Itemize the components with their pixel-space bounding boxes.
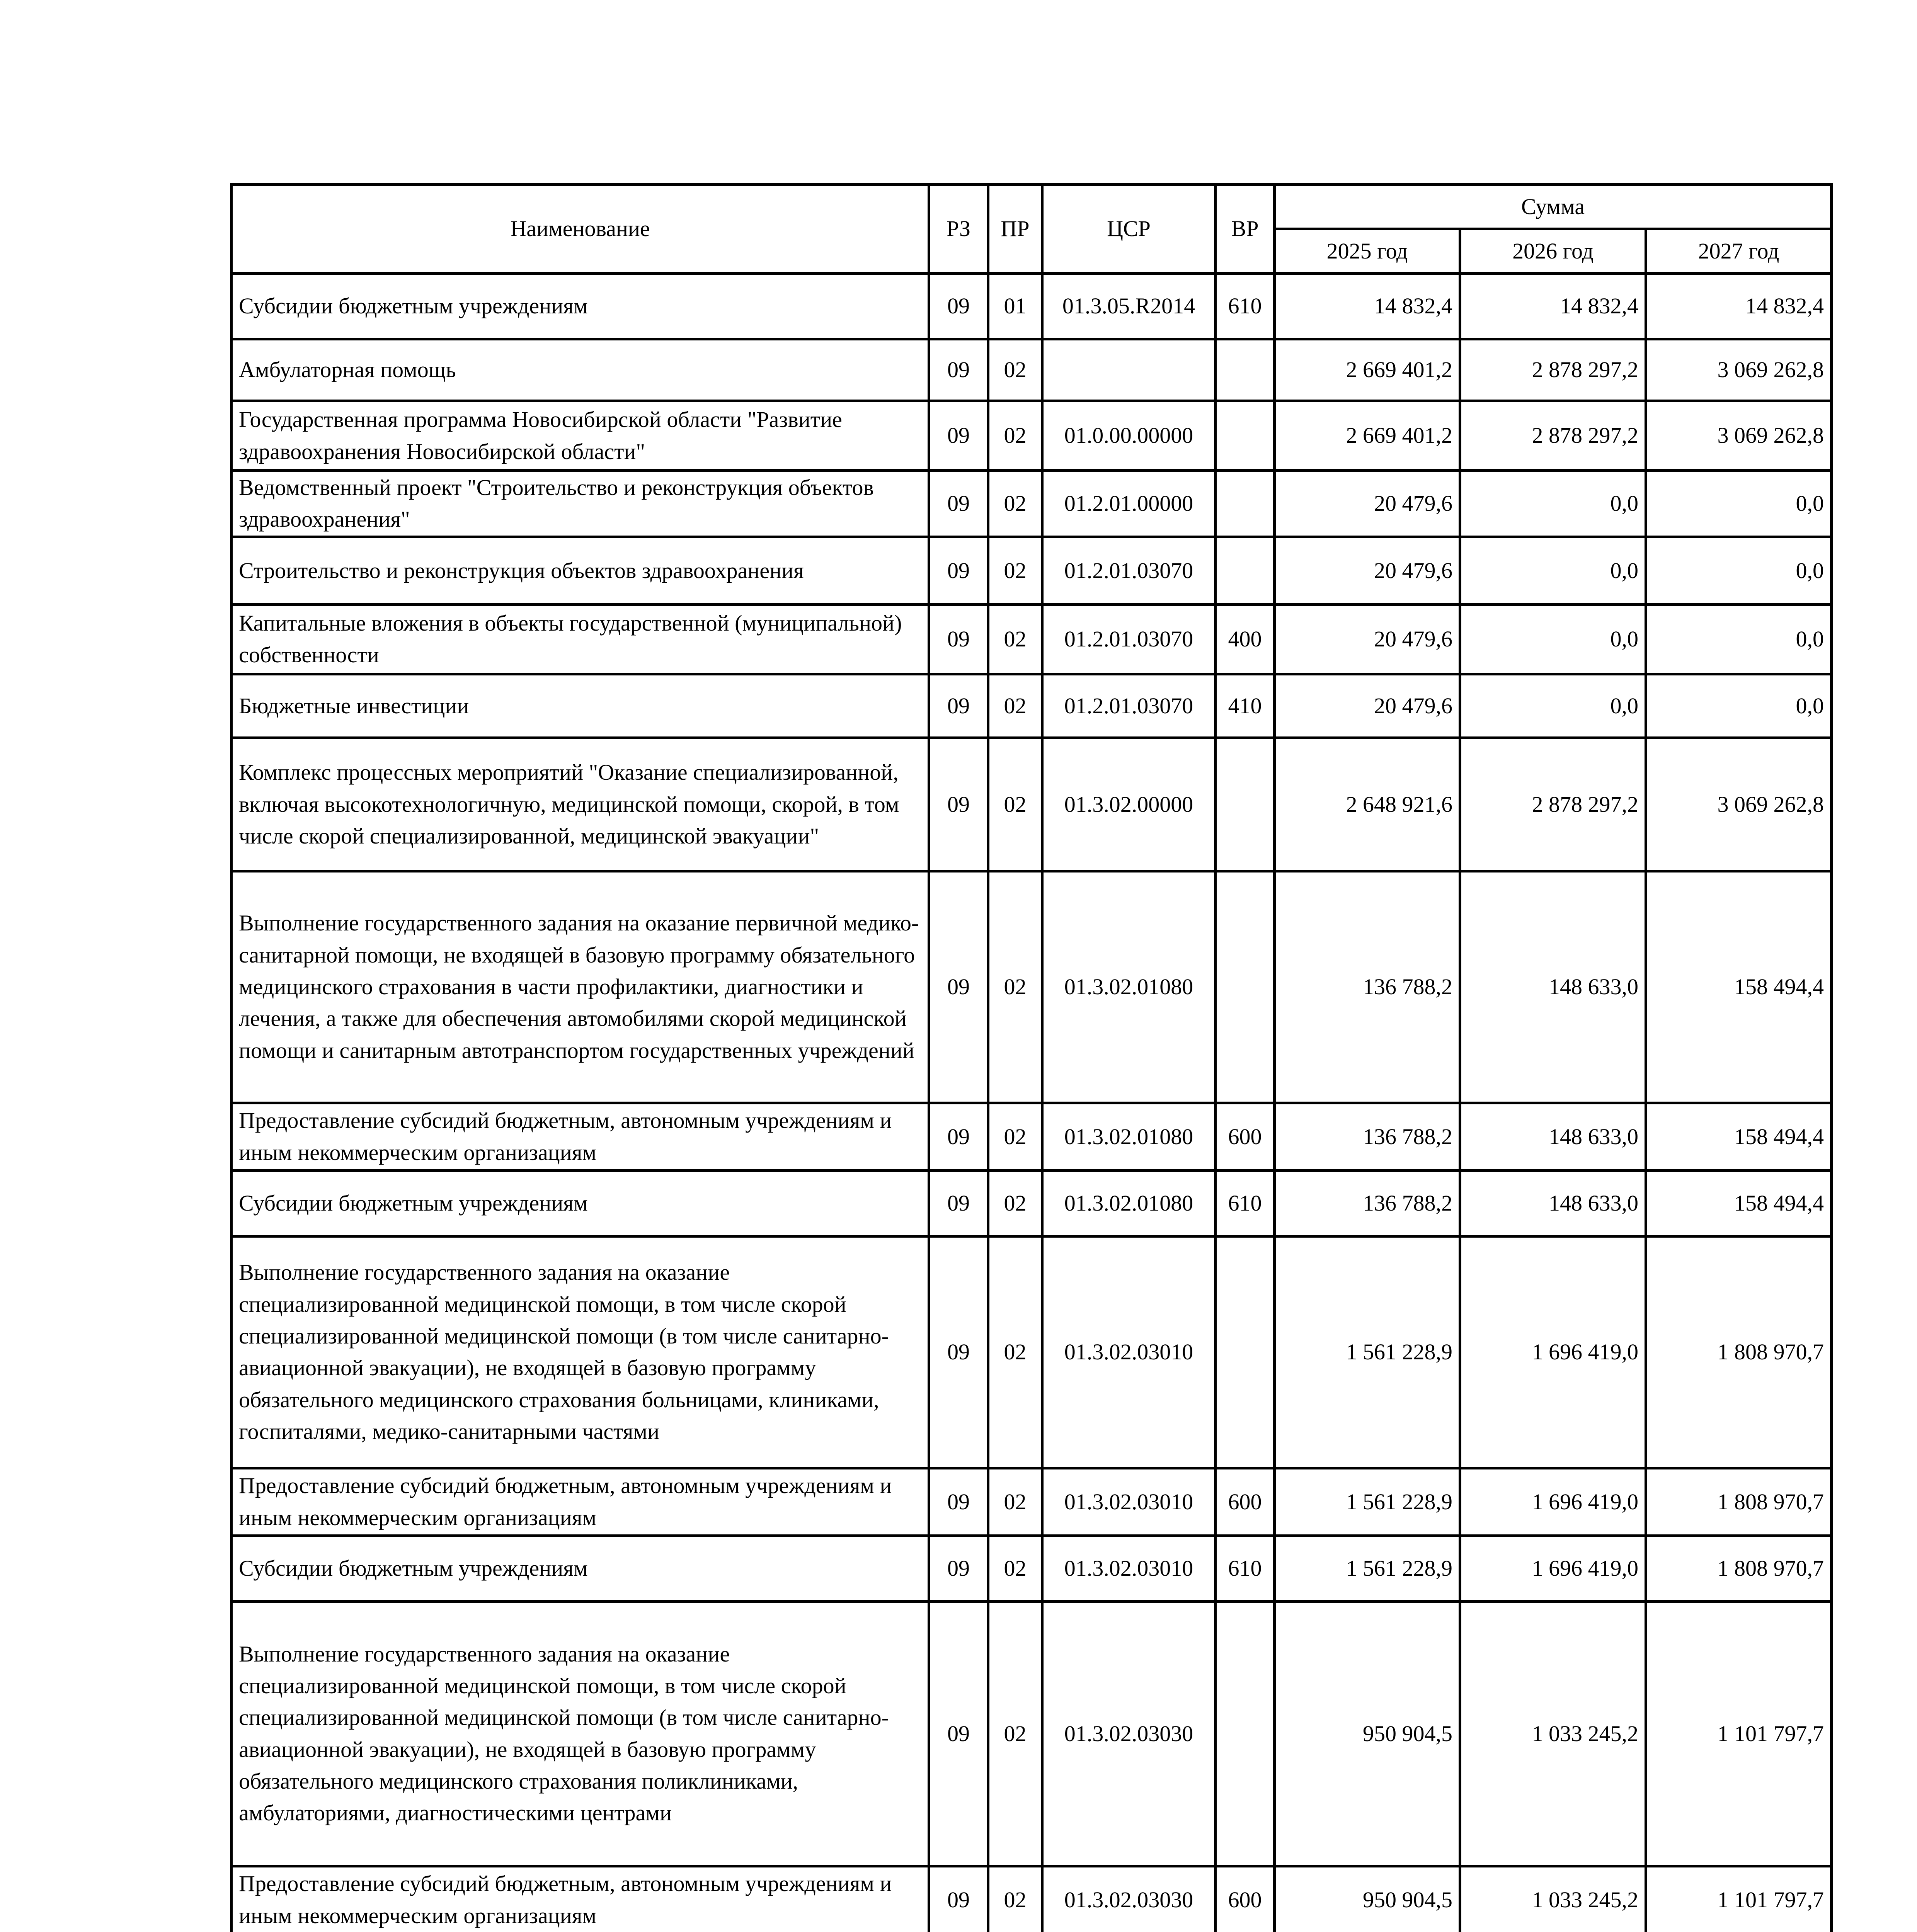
row-name: Строительство и реконструкция объектов здравоохранения xyxy=(232,537,929,604)
row-sum-2027: 158 494,4 xyxy=(1646,1170,1832,1236)
header-row-top xyxy=(232,185,1832,229)
row-csr: 01.3.02.03010 xyxy=(1042,1236,1216,1468)
row-rz: 09 xyxy=(929,1170,988,1236)
row-sum-2026: 2 878 297,2 xyxy=(1460,339,1646,401)
row-sum-2026: 0,0 xyxy=(1460,537,1646,604)
row-sum-2026: 1 696 419,0 xyxy=(1460,1468,1646,1536)
row-csr: 01.2.01.03070 xyxy=(1042,604,1216,674)
table-row xyxy=(232,401,1832,471)
table-body xyxy=(232,274,1832,1932)
row-rz: 09 xyxy=(929,1866,988,1932)
row-sum-2027: 3 069 262,8 xyxy=(1646,339,1832,401)
row-rz: 09 xyxy=(929,738,988,871)
row-sum-2026: 148 633,0 xyxy=(1460,1170,1646,1236)
row-sum-2027: 1 101 797,7 xyxy=(1646,1866,1832,1932)
row-vr xyxy=(1216,401,1275,471)
row-rz: 09 xyxy=(929,674,988,738)
row-vr xyxy=(1216,537,1275,604)
row-pr: 02 xyxy=(988,1601,1042,1866)
header-name: Наименование xyxy=(232,185,929,274)
row-name: Комплекс процессных мероприятий "Оказание специализированной, включая высокотехнологичную, медицинской помощи, скорой, в том числе скорой специализированной, медицинской эвакуации" xyxy=(232,738,929,871)
row-pr: 02 xyxy=(988,1468,1042,1536)
row-sum-2025: 1 561 228,9 xyxy=(1275,1468,1460,1536)
row-vr xyxy=(1216,871,1275,1103)
row-csr: 01.3.02.00000 xyxy=(1042,738,1216,871)
row-sum-2025: 1 561 228,9 xyxy=(1275,1536,1460,1601)
row-vr xyxy=(1216,1236,1275,1468)
table-row xyxy=(232,1236,1832,1468)
row-pr: 02 xyxy=(988,604,1042,674)
row-sum-2027: 158 494,4 xyxy=(1646,1103,1832,1170)
table-row xyxy=(232,339,1832,401)
row-sum-2026: 0,0 xyxy=(1460,604,1646,674)
row-name: Амбулаторная помощь xyxy=(232,339,929,401)
row-rz: 09 xyxy=(929,471,988,537)
row-vr xyxy=(1216,738,1275,871)
table-row xyxy=(232,1601,1832,1866)
row-sum-2027: 14 832,4 xyxy=(1646,274,1832,339)
row-rz: 09 xyxy=(929,604,988,674)
row-rz: 09 xyxy=(929,401,988,471)
row-pr: 02 xyxy=(988,1536,1042,1601)
row-vr xyxy=(1216,339,1275,401)
row-csr: 01.3.02.01080 xyxy=(1042,1170,1216,1236)
row-rz: 09 xyxy=(929,1601,988,1866)
table-row xyxy=(232,471,1832,537)
header-year-2025: 2025 год xyxy=(1275,229,1460,274)
row-rz: 09 xyxy=(929,339,988,401)
row-pr: 02 xyxy=(988,871,1042,1103)
row-name: Государственная программа Новосибирской области "Развитие здравоохранения Новосибирской области" xyxy=(232,401,929,471)
row-sum-2025: 136 788,2 xyxy=(1275,1170,1460,1236)
row-sum-2027: 0,0 xyxy=(1646,604,1832,674)
header-sum: Сумма xyxy=(1275,185,1832,229)
row-sum-2027: 1 808 970,7 xyxy=(1646,1468,1832,1536)
row-name: Бюджетные инвестиции xyxy=(232,674,929,738)
row-name: Предоставление субсидий бюджетным, автономным учреждениям и иным некоммерческим организациям xyxy=(232,1866,929,1932)
row-rz: 09 xyxy=(929,537,988,604)
table-row xyxy=(232,738,1832,871)
table-row xyxy=(232,537,1832,604)
row-sum-2025: 20 479,6 xyxy=(1275,471,1460,537)
row-sum-2026: 1 696 419,0 xyxy=(1460,1536,1646,1601)
row-sum-2025: 950 904,5 xyxy=(1275,1601,1460,1866)
table-row xyxy=(232,1103,1832,1170)
row-name: Выполнение государственного задания на оказание специализированной медицинской помощи, в том числе скорой специализированной медицинской помощи (в том числе санитарно-авиационной эвакуации), не входящей в базовую программу обязательного медицинского страхования больницами, клиниками, госпиталями, медико-санитарными частями xyxy=(232,1236,929,1468)
row-vr: 610 xyxy=(1216,1536,1275,1601)
row-rz: 09 xyxy=(929,1536,988,1601)
budget-table xyxy=(230,183,1833,1932)
row-csr: 01.2.01.03070 xyxy=(1042,674,1216,738)
table-row xyxy=(232,274,1832,339)
row-pr: 02 xyxy=(988,738,1042,871)
header-rz: РЗ xyxy=(929,185,988,274)
table-row xyxy=(232,674,1832,738)
row-sum-2027: 0,0 xyxy=(1646,471,1832,537)
row-sum-2025: 950 904,5 xyxy=(1275,1866,1460,1932)
header-pr: ПР xyxy=(988,185,1042,274)
row-sum-2027: 1 808 970,7 xyxy=(1646,1236,1832,1468)
row-vr xyxy=(1216,471,1275,537)
table-row xyxy=(232,1536,1832,1601)
row-csr: 01.3.02.03030 xyxy=(1042,1866,1216,1932)
row-csr: 01.0.00.00000 xyxy=(1042,401,1216,471)
row-vr: 400 xyxy=(1216,604,1275,674)
row-sum-2026: 0,0 xyxy=(1460,471,1646,537)
row-vr xyxy=(1216,1601,1275,1866)
row-sum-2025: 20 479,6 xyxy=(1275,674,1460,738)
row-rz: 09 xyxy=(929,1468,988,1536)
row-sum-2026: 1 033 245,2 xyxy=(1460,1866,1646,1932)
row-sum-2027: 1 808 970,7 xyxy=(1646,1536,1832,1601)
header-csr: ЦСР xyxy=(1042,185,1216,274)
row-name: Субсидии бюджетным учреждениям xyxy=(232,1536,929,1601)
row-pr: 02 xyxy=(988,1170,1042,1236)
row-csr: 01.2.01.03070 xyxy=(1042,537,1216,604)
row-rz: 09 xyxy=(929,871,988,1103)
row-name: Капитальные вложения в объекты государственной (муниципальной) собственности xyxy=(232,604,929,674)
row-csr xyxy=(1042,339,1216,401)
row-sum-2025: 1 561 228,9 xyxy=(1275,1236,1460,1468)
row-sum-2026: 1 696 419,0 xyxy=(1460,1236,1646,1468)
row-vr: 600 xyxy=(1216,1866,1275,1932)
row-sum-2027: 3 069 262,8 xyxy=(1646,401,1832,471)
row-sum-2025: 136 788,2 xyxy=(1275,871,1460,1103)
row-pr: 02 xyxy=(988,674,1042,738)
row-sum-2026: 148 633,0 xyxy=(1460,1103,1646,1170)
row-sum-2027: 3 069 262,8 xyxy=(1646,738,1832,871)
row-csr: 01.3.02.03010 xyxy=(1042,1468,1216,1536)
row-pr: 02 xyxy=(988,471,1042,537)
row-vr: 600 xyxy=(1216,1468,1275,1536)
row-name: Предоставление субсидий бюджетным, автономным учреждениям и иным некоммерческим организациям xyxy=(232,1103,929,1170)
row-sum-2026: 148 633,0 xyxy=(1460,871,1646,1103)
row-rz: 09 xyxy=(929,1103,988,1170)
row-sum-2026: 1 033 245,2 xyxy=(1460,1601,1646,1866)
row-sum-2026: 2 878 297,2 xyxy=(1460,738,1646,871)
row-csr: 01.3.02.03010 xyxy=(1042,1536,1216,1601)
row-name: Субсидии бюджетным учреждениям xyxy=(232,1170,929,1236)
row-sum-2025: 2 669 401,2 xyxy=(1275,339,1460,401)
row-name: Предоставление субсидий бюджетным, автономным учреждениям и иным некоммерческим организациям xyxy=(232,1468,929,1536)
row-vr: 410 xyxy=(1216,674,1275,738)
row-pr: 02 xyxy=(988,537,1042,604)
row-name: Выполнение государственного задания на оказание первичной медико-санитарной помощи, не входящей в базовую программу обязательного медицинского страхования в части профилактики, диагностики и лечения, а также для обеспечения автомобилями скорой медицинской помощи и санитарным автотранспортом государственных учреждений xyxy=(232,871,929,1103)
row-pr: 02 xyxy=(988,1236,1042,1468)
table-row xyxy=(232,1468,1832,1536)
row-sum-2025: 20 479,6 xyxy=(1275,537,1460,604)
row-csr: 01.2.01.00000 xyxy=(1042,471,1216,537)
header-vr: ВР xyxy=(1216,185,1275,274)
header-year-2027: 2027 год xyxy=(1646,229,1832,274)
table-row xyxy=(232,604,1832,674)
row-sum-2027: 1 101 797,7 xyxy=(1646,1601,1832,1866)
row-pr: 02 xyxy=(988,401,1042,471)
table-row xyxy=(232,871,1832,1103)
row-pr: 02 xyxy=(988,1103,1042,1170)
row-sum-2025: 20 479,6 xyxy=(1275,604,1460,674)
row-sum-2025: 2 669 401,2 xyxy=(1275,401,1460,471)
row-sum-2025: 136 788,2 xyxy=(1275,1103,1460,1170)
row-vr: 610 xyxy=(1216,1170,1275,1236)
row-pr: 02 xyxy=(988,339,1042,401)
row-rz: 09 xyxy=(929,274,988,339)
table-row xyxy=(232,1866,1832,1932)
row-csr: 01.3.02.03030 xyxy=(1042,1601,1216,1866)
row-sum-2025: 14 832,4 xyxy=(1275,274,1460,339)
table-row xyxy=(232,1170,1832,1236)
row-csr: 01.3.02.01080 xyxy=(1042,1103,1216,1170)
row-vr: 600 xyxy=(1216,1103,1275,1170)
row-rz: 09 xyxy=(929,1236,988,1468)
row-csr: 01.3.05.R2014 xyxy=(1042,274,1216,339)
row-sum-2026: 2 878 297,2 xyxy=(1460,401,1646,471)
row-vr: 610 xyxy=(1216,274,1275,339)
row-sum-2027: 0,0 xyxy=(1646,674,1832,738)
row-pr: 01 xyxy=(988,274,1042,339)
row-sum-2027: 0,0 xyxy=(1646,537,1832,604)
row-sum-2025: 2 648 921,6 xyxy=(1275,738,1460,871)
row-pr: 02 xyxy=(988,1866,1042,1932)
row-name: Выполнение государственного задания на оказание специализированной медицинской помощи, в том числе скорой специализированной медицинской помощи (в том числе санитарно-авиационной эвакуации), не входящей в базовую программу обязательного медицинского страхования поликлиниками, амбулаториями, диагностическими центрами xyxy=(232,1601,929,1866)
row-sum-2026: 14 832,4 xyxy=(1460,274,1646,339)
row-name: Ведомственный проект "Строительство и реконструкция объектов здравоохранения" xyxy=(232,471,929,537)
row-csr: 01.3.02.01080 xyxy=(1042,871,1216,1103)
row-name: Субсидии бюджетным учреждениям xyxy=(232,274,929,339)
row-sum-2026: 0,0 xyxy=(1460,674,1646,738)
row-sum-2027: 158 494,4 xyxy=(1646,871,1832,1103)
header-year-2026: 2026 год xyxy=(1460,229,1646,274)
